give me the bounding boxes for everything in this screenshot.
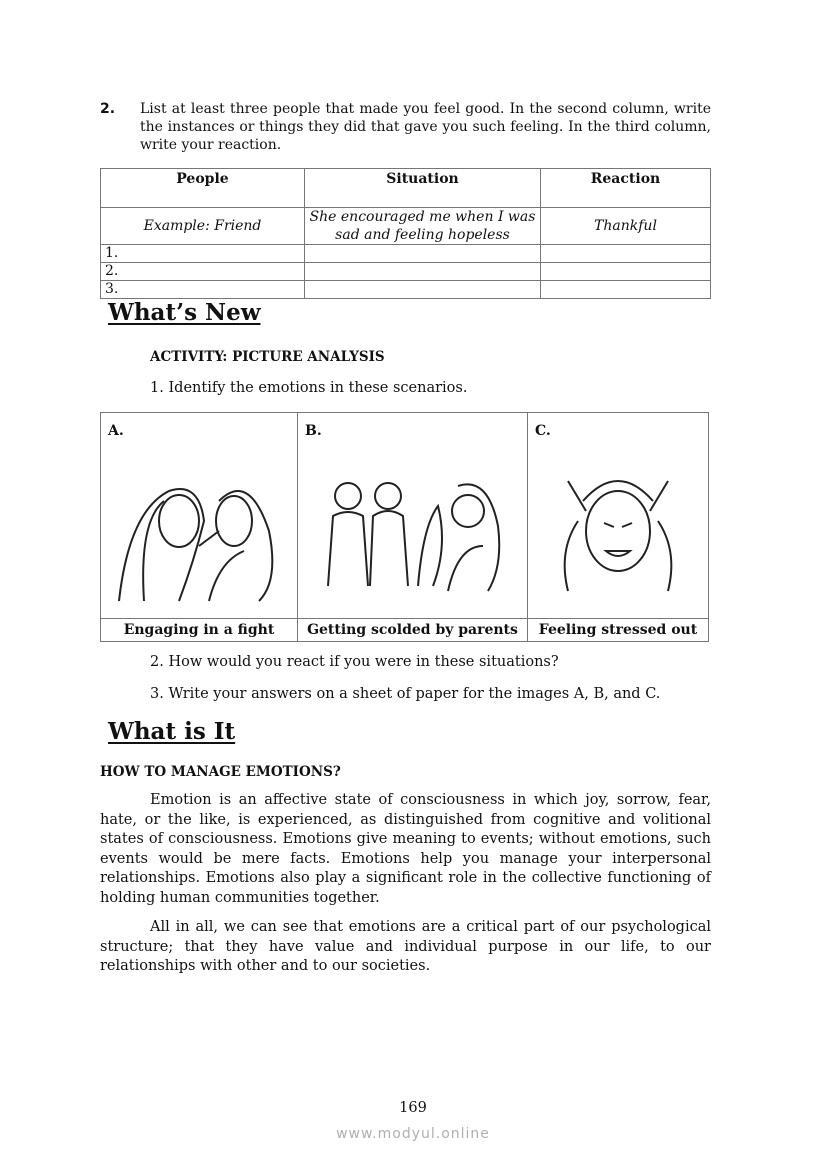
- example-reaction: Thankful: [541, 208, 711, 245]
- scolded-illustration: [298, 443, 527, 618]
- whats-new-heading: What’s New: [108, 299, 261, 326]
- blank-cell: [541, 263, 711, 281]
- header-situation: Situation: [305, 169, 541, 208]
- row-number: 2.: [101, 263, 305, 281]
- watermark: www.modyul.online: [336, 1126, 490, 1142]
- example-situation: She encouraged me when I was sad and feeling hopeless: [305, 208, 541, 245]
- picture-label: B.: [305, 423, 322, 439]
- table-row: [101, 245, 711, 263]
- row-number: 1.: [101, 245, 305, 263]
- picture-caption: Getting scolded by parents: [298, 619, 528, 642]
- picture-label: C.: [535, 423, 551, 439]
- blank-cell: [305, 263, 541, 281]
- instruction-item-2: [100, 100, 711, 154]
- table-header-row: [101, 169, 711, 208]
- question-1: 1. Identify the emotions in these scenarios.: [150, 380, 468, 396]
- activity-title: ACTIVITY: PICTURE ANALYSIS: [150, 349, 385, 365]
- paragraph-1: [100, 791, 711, 908]
- stressed-illustration: [528, 443, 708, 618]
- example-people: Example: Friend: [101, 208, 305, 245]
- fight-illustration: [101, 443, 297, 618]
- blank-cell: [305, 281, 541, 299]
- picture-table: [100, 412, 709, 642]
- what-is-it-heading: What is It: [108, 718, 236, 745]
- paragraph-text: Emotion is an affective state of consciousness in which joy, sorrow, fear, hate, or the like, is experienced, as distinguished from cognitive and volitional states of consciousness. Emotions give meaning to events; without emotions, such events would be mere facts. Emotions help you manage your interpersonal relationships. Emotions also play a significant role in the collective functioning of holding human communities together.: [100, 792, 711, 906]
- people-table: [100, 168, 711, 299]
- picture-cell-c: [528, 413, 709, 619]
- question-3: 3. Write your answers on a sheet of paper for the images A, B, and C.: [150, 686, 661, 702]
- example-row: [101, 208, 711, 245]
- picture-caption: Feeling stressed out: [528, 619, 709, 642]
- blank-cell: [305, 245, 541, 263]
- blank-cell: [541, 281, 711, 299]
- picture-cell-b: [298, 413, 528, 619]
- header-reaction: Reaction: [541, 169, 711, 208]
- picture-caption: Engaging in a fight: [101, 619, 298, 642]
- blank-cell: [541, 245, 711, 263]
- paragraph-text: All in all, we can see that emotions are a critical part of our psychological structure; that they have value and individual purpose in our life, to our relationships with other and to our societies.: [100, 919, 711, 974]
- row-number: 3.: [101, 281, 305, 299]
- paragraph-2: [100, 918, 711, 977]
- item-number: 2.: [100, 101, 116, 117]
- page-number: 169: [399, 1100, 427, 1116]
- picture-cell-a: [101, 413, 298, 619]
- header-people: People: [101, 169, 305, 208]
- question-2: 2. How would you react if you were in these situations?: [150, 654, 559, 670]
- picture-label: A.: [108, 423, 124, 439]
- manage-emotions-subheading: HOW TO MANAGE EMOTIONS?: [100, 764, 341, 780]
- item-text: List at least three people that made you feel good. In the second column, write the instances or things they did that gave you such feeling. In the third column, write your reaction.: [140, 101, 711, 153]
- table-row: [101, 263, 711, 281]
- table-row: [101, 281, 711, 299]
